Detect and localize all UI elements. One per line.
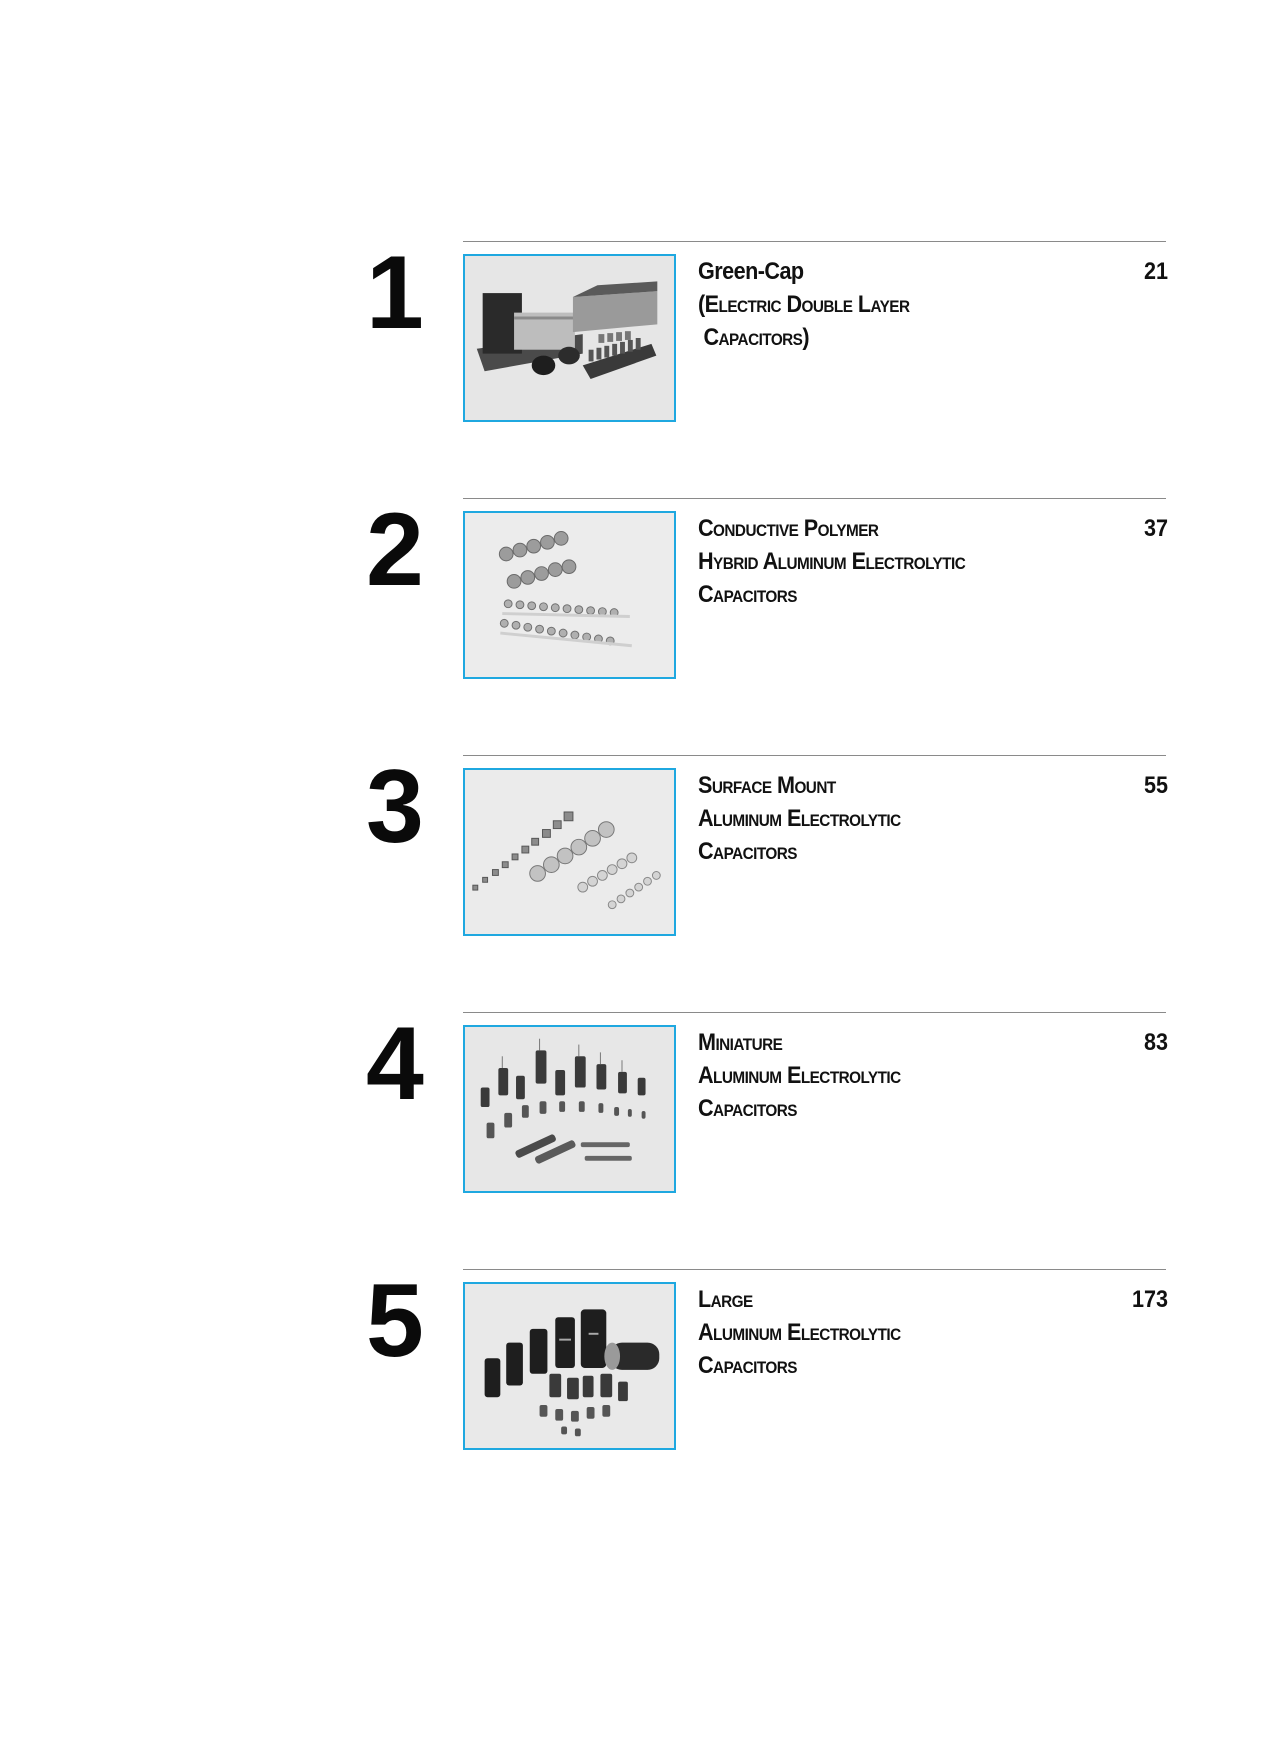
title-line-2: (Electric Double Layer	[698, 291, 910, 318]
title-line-2: Aluminum Electrolytic	[698, 1319, 901, 1346]
divider-rule	[463, 1269, 1166, 1270]
section-number: 5	[366, 1263, 422, 1379]
divider-rule	[463, 241, 1166, 242]
title-line-3: Capacitors	[698, 1095, 797, 1122]
toc-section-4[interactable]	[0, 1006, 1268, 1212]
conductive-polymer-capacitors-photo	[463, 511, 676, 679]
electric-double-layer-capacitors-photo	[463, 254, 676, 422]
section-title[interactable]	[698, 769, 1076, 868]
large-capacitors-photo	[463, 1282, 676, 1450]
surface-mount-capacitors-photo	[463, 768, 676, 936]
title-line-2: Aluminum Electrolytic	[698, 805, 901, 832]
title-line-1: Conductive Polymer	[698, 515, 879, 542]
title-line-3: Capacitors	[698, 838, 797, 865]
page-number[interactable]: 173	[1131, 1286, 1168, 1313]
toc-section-5[interactable]	[0, 1263, 1268, 1469]
title-line-1: Large	[698, 1286, 753, 1313]
title-line-2: Hybrid Aluminum Electrolytic	[698, 548, 966, 575]
page-number[interactable]: 21	[1143, 258, 1168, 285]
section-title[interactable]	[698, 512, 1076, 611]
title-line-3: Capacitors	[698, 1352, 797, 1379]
page-number[interactable]: 37	[1143, 515, 1168, 542]
page-number[interactable]: 55	[1143, 772, 1168, 799]
section-title[interactable]	[698, 255, 1076, 354]
miniature-capacitors-photo	[463, 1025, 676, 1193]
section-title[interactable]	[698, 1026, 1076, 1125]
divider-rule	[463, 755, 1166, 756]
section-number: 4	[366, 1006, 422, 1122]
page-number[interactable]: 83	[1143, 1029, 1168, 1056]
section-number: 3	[366, 749, 422, 865]
section-number: 1	[366, 235, 422, 351]
title-line-1: Surface Mount	[698, 772, 836, 799]
title-line-3: Capacitors	[698, 581, 797, 608]
toc-section-3[interactable]	[0, 749, 1268, 955]
divider-rule	[463, 498, 1166, 499]
section-title[interactable]	[698, 1283, 1076, 1382]
title-line-1: Green-Cap	[698, 258, 804, 285]
title-line-3: Capacitors)	[698, 324, 810, 351]
toc-section-1[interactable]	[0, 235, 1268, 441]
toc-section-2[interactable]	[0, 492, 1268, 698]
divider-rule	[463, 1012, 1166, 1013]
section-number: 2	[366, 492, 422, 608]
title-line-2: Aluminum Electrolytic	[698, 1062, 901, 1089]
title-line-1: Miniature	[698, 1029, 783, 1056]
